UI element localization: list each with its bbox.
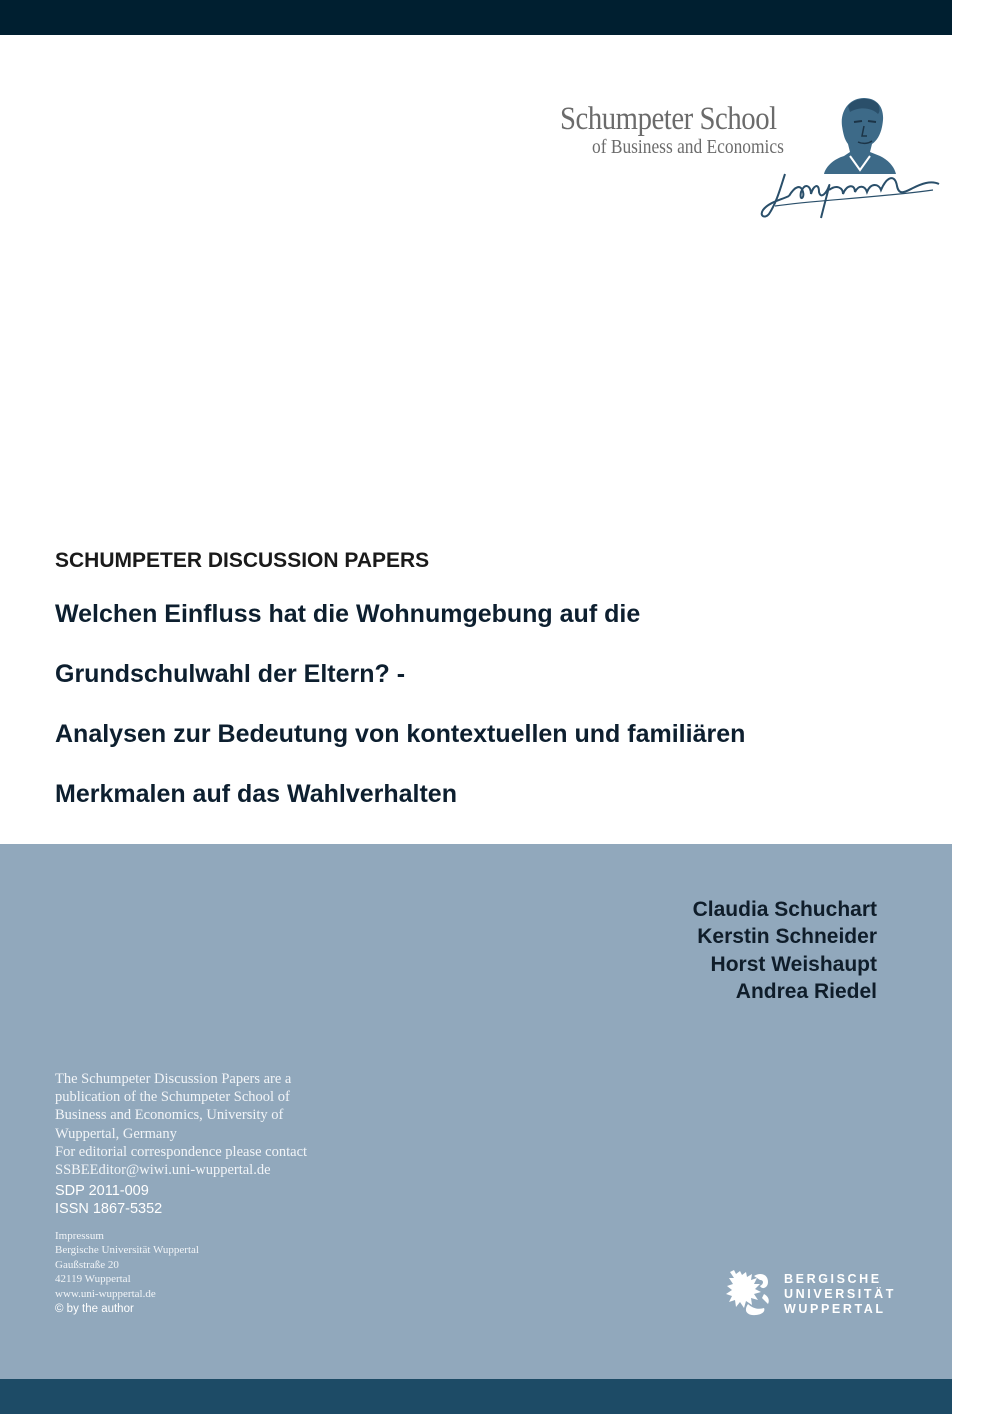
logo-subtitle: of Business and Economics <box>592 136 784 158</box>
schumpeter-signature-icon <box>755 162 940 222</box>
publication-note-line: publication of the Schumpeter School of <box>55 1089 290 1106</box>
top-bar <box>0 0 952 35</box>
title-line: Grundschulwahl der Eltern? - <box>55 660 406 688</box>
publication-note-line: The Schumpeter Discussion Papers are a <box>55 1071 292 1087</box>
impressum-line: Gaußstraße 20 <box>55 1258 119 1271</box>
author-name: Kerstin Schneider <box>697 925 877 949</box>
title-line: Analysen zur Bedeutung von kontextuellen und familiären <box>55 720 746 748</box>
author-name: Horst Weishaupt <box>710 952 877 976</box>
author-name: Claudia Schuchart <box>692 898 877 921</box>
right-margin <box>952 0 1000 1414</box>
schumpeter-school-logo <box>540 92 950 227</box>
author-list <box>693 896 877 1006</box>
impressum-heading: Impressum <box>55 1230 104 1242</box>
title-line: Welchen Einfluss hat die Wohnumgebung auf die <box>55 600 641 628</box>
sdp-number: SDP 2011-009 <box>55 1183 149 1199</box>
publication-note <box>55 1070 307 1179</box>
paper-identifiers <box>55 1182 162 1218</box>
publication-note-line: Business and Economics, University of <box>55 1107 284 1124</box>
bottom-bar <box>0 1379 952 1414</box>
series-title: SCHUMPETER DISCUSSION PAPERS <box>55 549 430 572</box>
university-name-line: UNIVERSITÄT <box>784 1286 896 1301</box>
logo-name: Schumpeter School <box>560 101 777 137</box>
publication-note-line: For editorial correspondence please contact <box>55 1143 308 1160</box>
impressum-website: www.uni-wuppertal.de <box>55 1287 156 1300</box>
impressum <box>55 1229 199 1301</box>
editor-email: SSBEEditor@wiwi.uni-wuppertal.de <box>55 1162 271 1179</box>
university-lion-emblem-icon <box>724 1268 772 1318</box>
university-name-line: WUPPERTAL <box>784 1301 886 1316</box>
author-name: Andrea Riedel <box>735 980 877 1004</box>
impressum-line: Bergische Universität Wuppertal <box>55 1244 199 1257</box>
issn-number: ISSN 1867-5352 <box>55 1201 163 1217</box>
paper-title <box>55 595 745 835</box>
title-line: Merkmalen auf das Wahlverhalten <box>55 780 457 808</box>
impressum-line: 42119 Wuppertal <box>55 1273 131 1286</box>
copyright-notice: © by the author <box>55 1303 134 1315</box>
university-logo <box>724 1268 904 1320</box>
university-name-line: BERGISCHE <box>784 1272 882 1286</box>
publication-note-line: Wuppertal, Germany <box>55 1125 177 1142</box>
university-name <box>784 1272 896 1316</box>
